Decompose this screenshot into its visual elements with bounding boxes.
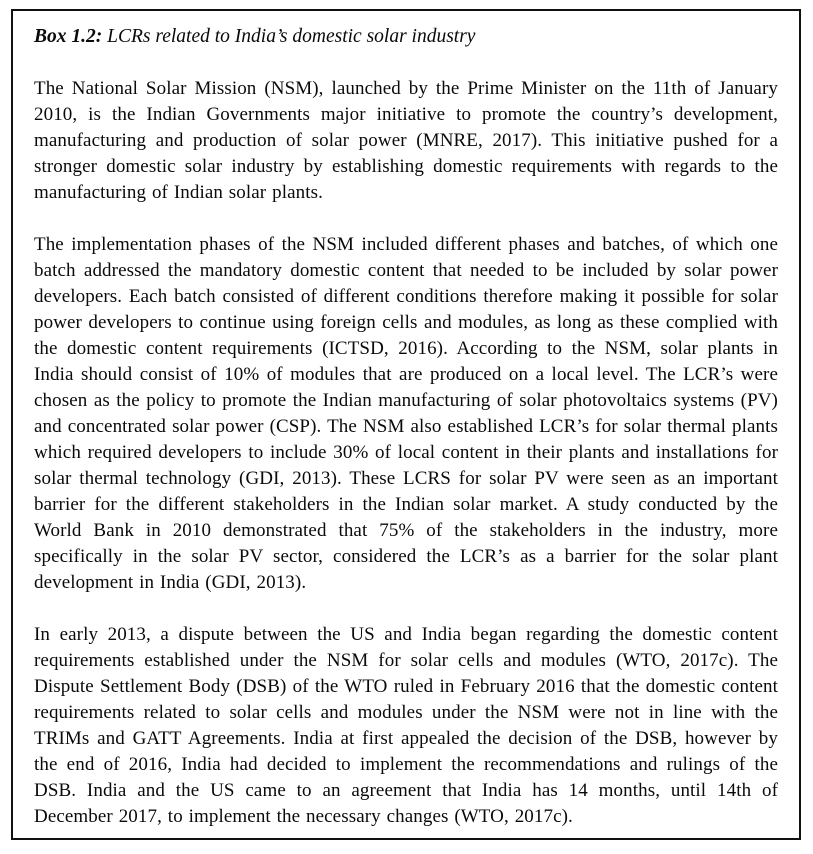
box-heading-text: LCRs related to India’s domestic solar industry: [102, 26, 476, 47]
box-number-label: Box 1.2:: [34, 26, 103, 47]
paragraph-national-solar-mission: The National Solar Mission (NSM), launched by the Prime Minister on the 11th of January 2010, is the Indian Governments major initiative to promote the country’s development, manufacturing and production of solar power (MNRE, 2017). This initiative pushed for a stronger domestic solar industry by establishing domestic requirements with regards to the manufacturing of Indian solar plants.: [34, 78, 778, 203]
box-title: [34, 24, 778, 50]
text-box-1-2: [11, 9, 801, 840]
paragraph-implementation-phases: The implementation phases of the NSM included different phases and batches, of which one batch addressed the mandatory domestic content that needed to be included by solar power developers. Each batch consisted of different conditions therefore making it possible for solar power developers to continue using foreign cells and modules, as long as these complied with the domestic content requirements (ICTSD, 2016). According to the NSM, solar plants in India should consist of 10% of modules that are produced on a local level. The LCR’s were chosen as the policy to promote the Indian manufacturing of solar photovoltaics systems (PV) and concentrated solar power (CSP). The NSM also established LCR’s for solar thermal plants which required developers to include 30% of local content in their plants and installations for solar thermal technology (GDI, 2013). These LCRS for solar PV were seen as an important barrier for the different stakeholders in the Indian solar market. A study conducted by the World Bank in 2010 demonstrated that 75% of the stakeholders in the industry, more specifically in the solar PV sector, considered the LCR’s as a barrier for the solar plant development in India (GDI, 2013).: [34, 234, 778, 593]
paragraph-us-india-dispute: In early 2013, a dispute between the US and India began regarding the domestic content requirements established under the NSM for solar cells and modules (WTO, 2017c). The Dispute Settlement Body (DSB) of the WTO ruled in February 2016 that the domestic content requirements related to solar cells and modules under the NSM were not in line with the TRIMs and GATT Agreements. India at first appealed the decision of the DSB, however by the end of 2016, India had decided to implement the recommendations and rulings of the DSB. India and the US came to an agreement that India has 14 months, until 14th of December 2017, to implement the necessary changes (WTO, 2017c).: [34, 624, 778, 827]
